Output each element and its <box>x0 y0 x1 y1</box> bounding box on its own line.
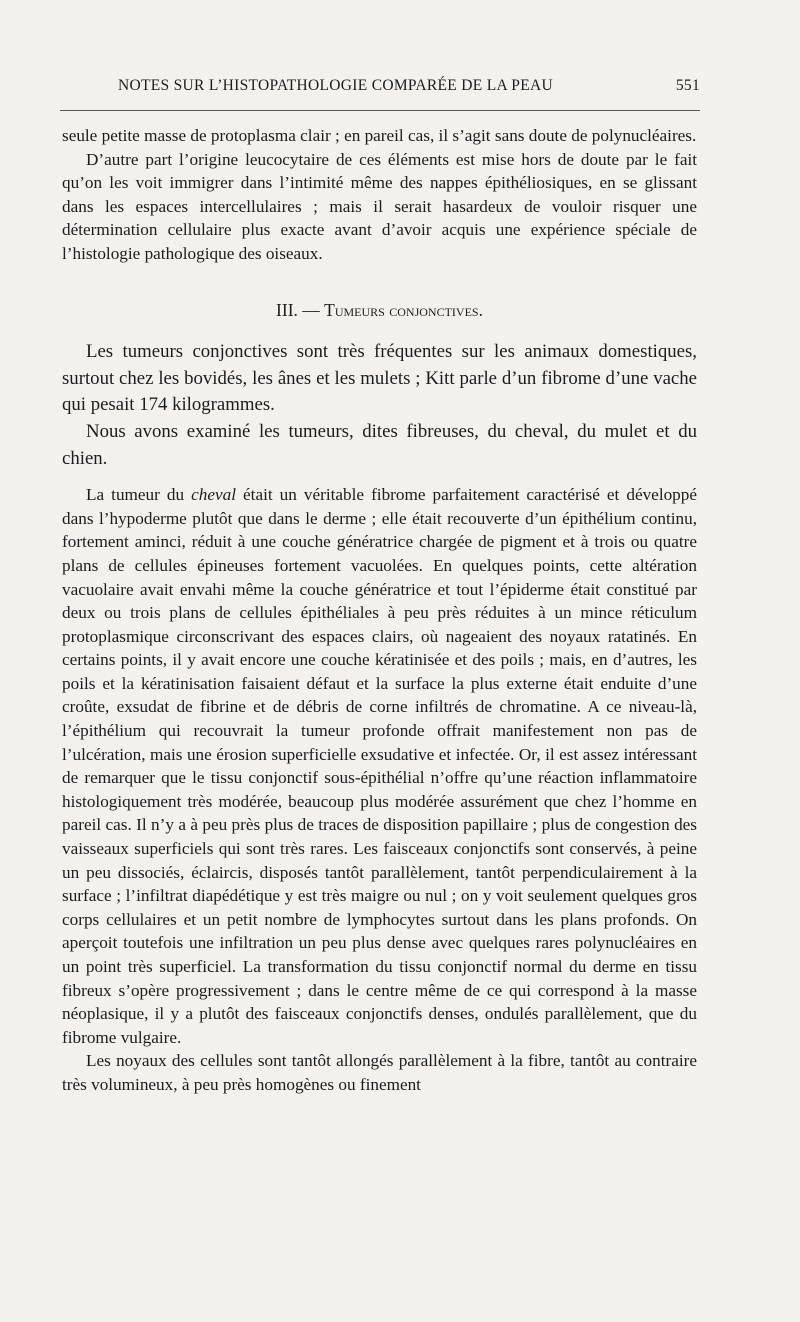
paragraph-1: seule petite masse de protoplasma clair ; en pareil cas, il s’agit sans doute de polynucléaires. <box>62 126 697 145</box>
paragraph-6: Les noyaux des cellules sont tantôt allongés parallèlement à la fibre, tantôt au contraire très volumineux, à peu près homogènes ou finement <box>62 1051 697 1094</box>
paragraph-2: D’autre part l’origine leucocytaire de ces éléments est mise hors de doute par le fait qu’on les voit immigrer dans l’intimité même des nappes épithéliosiques, en se glissant dans les espaces intercellulaires ; mais il serait hasardeux de vouloir risquer une détermination cellulaire plus exacte avant d’avoir acquis une expérience spéciale de l’histologie pathologique des oiseaux. <box>62 149 697 263</box>
section-heading <box>62 299 697 323</box>
paragraph-4: Nous avons examiné les tumeurs, dites fibreuses, du cheval, du mulet et du chien. <box>62 420 697 469</box>
section-title: Tumeurs conjonctives. <box>324 299 483 320</box>
running-header <box>60 77 700 101</box>
paragraph-5-rest: était un véritable fibrome parfaitement caractérisé et développé dans l’hypoderme plutôt que dans le derme ; elle était recouverte d’un épithélium continu, fortement aminci, réduit à une couche génératrice chargée de pigment et à trois ou quatre plans de cellules épineuses fortement vacuolées. En quelques points, cette altération vacuolaire avait envahi même la couche génératrice et tout l’épiderme était constitué par deux ou trois plans de cellules épithéliales à peu près réduites à un mince réticulum protoplasmique circonscrivant des espaces clairs, où nageaient des noyaux ratatinés. En certains points, il y avait encore une couche kératinisée et des poils ; mais, en d’autres, les poils et la kératinisation faisaient défaut et la surface la plus externe était enduite d’une croûte, exsudat de fibrine et de débris de corne infiltrés de chromatine. A ce niveau-là, l’épithélium qui recouvrait la tumeur profonde offrait manifestement non pas de l’ulcération, mais une érosion superficielle exsudative et infectée. Or, il est assez intéressant de remarquer que le tissu conjonctif sous-épithélial n’offre qu’une réaction inflammatoire histologiquement très modérée, beaucoup plus modérée assurément que chez l’homme en pareil cas. Il n’y a à peu près plus de traces de disposition papillaire ; plus de congestion des vaisseaux superficiels qui sont très rares. Les faisceaux conjonctifs sont conservés, à peine un peu dissociés, éclaircis, disposés tantôt parallèlement, tantôt perpendiculairement à la surface ; l’infiltrat diapédétique y est très maigre ou nul ; on y voit seulement quelques gros corps cellulaires et un petit nombre de lymphocytes surtout dans les plans profonds. On aperçoit toutefois une infiltration un peu plus dense avec quelques rares polynucléaires en un point très superficiel. La transformation du tissu conjonctif normal du derme en tissu fibreux s’opère progressivement ; dans le centre même de ce qui correspond à la masse néoplasique, il y a plutôt des faisceaux conjonctifs denses, ondulés parallèlement, que du fibrome vulgaire. <box>62 485 698 1047</box>
paragraph-5 <box>62 483 697 1049</box>
section-number: III. — <box>276 299 320 320</box>
paragraph-5-italic: cheval <box>191 485 236 505</box>
paragraph-3: Les tumeurs conjonctives sont très fréquentes sur les animaux domestiques, surtout chez les bovidés, les ânes et les mulets ; Kitt parle d’un fibrome d’une vache qui pesait 174 kilogrammes. <box>62 341 697 416</box>
paragraph-5-start: La tumeur du <box>86 485 192 505</box>
body-text <box>62 124 697 1097</box>
header-rule <box>60 110 700 111</box>
page-number: 551 <box>675 77 700 94</box>
running-title: NOTES SUR L’HISTOPATHOLOGIE COMPARÉE DE LA PEAU <box>118 77 553 94</box>
